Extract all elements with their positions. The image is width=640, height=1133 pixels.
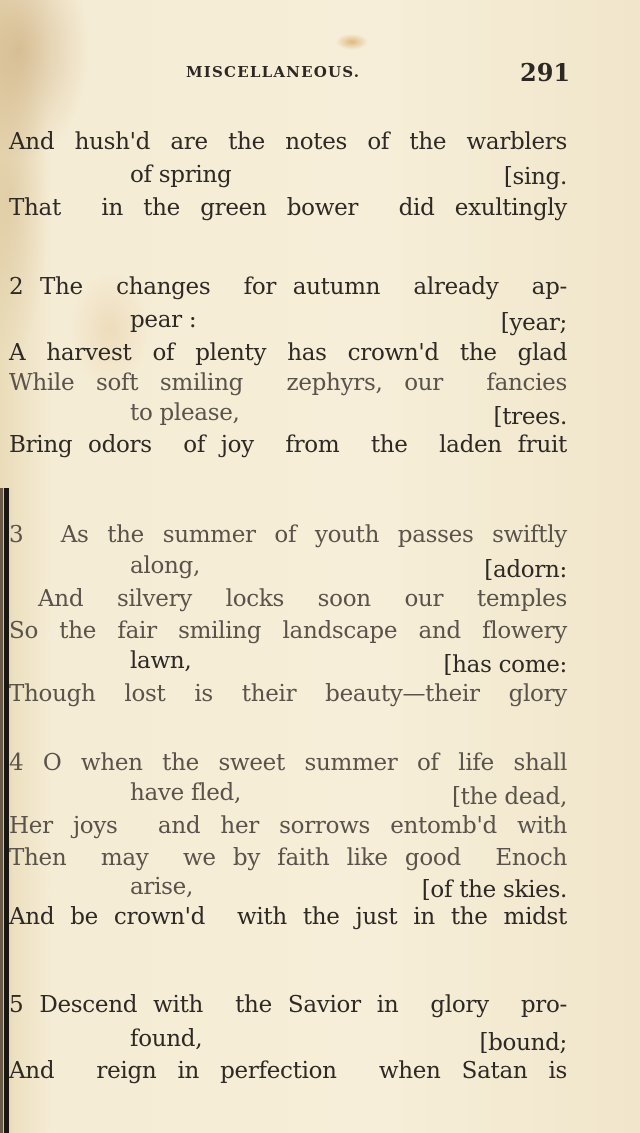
page-number: 291 xyxy=(520,58,571,87)
verse-line: Then may we by faith like good Enoch xyxy=(9,845,567,871)
verse-line-continuation: of spring xyxy=(130,162,232,188)
verse-line: And be crown'd with the just in the midst xyxy=(9,904,567,930)
verse-line-continuation: along, xyxy=(130,553,200,579)
verse-turnover: [of the skies. xyxy=(421,877,567,903)
verse-turnover: [sing. xyxy=(503,164,567,190)
verse-line: 4 O when the sweet summer of life shall xyxy=(9,750,567,776)
verse-line: Her joys and her sorrows entomb'd with xyxy=(9,813,567,839)
verse-line: 2 The changes for autumn already ap- xyxy=(9,274,567,300)
running-title: MISCELLANEOUS. xyxy=(186,63,361,81)
verse-line-continuation: to please, xyxy=(130,400,240,426)
verse-line: 5 Descend with the Savior in glory pro- xyxy=(9,992,567,1018)
verse-line: Bring odors of joy from the laden fruit xyxy=(9,432,567,458)
verse-line: And reign in perfection when Satan is xyxy=(9,1058,567,1084)
verse-line: That in the green bower did exultingly xyxy=(9,195,567,221)
verse-line: A harvest of plenty has crown'd the glad xyxy=(9,340,567,366)
verse-line: 3 As the summer of youth passes swiftly xyxy=(9,522,567,548)
verse-line: And hush'd are the notes of the warblers xyxy=(9,129,567,155)
verse-turnover: [the dead, xyxy=(451,784,567,810)
verse-line-continuation: found, xyxy=(130,1026,203,1052)
verse-line: And silvery locks soon our temples xyxy=(38,586,567,612)
verse-turnover: [year; xyxy=(500,310,567,336)
page-header xyxy=(0,60,640,90)
verse-turnover: [adorn: xyxy=(484,557,567,583)
verse-line-continuation: lawn, xyxy=(130,648,192,674)
verse-line-continuation: have fled, xyxy=(130,780,241,806)
verse-line-continuation: arise, xyxy=(130,874,193,900)
verse-line: While soft smiling zephyrs, our fancies xyxy=(9,370,567,396)
verse-line: Though lost is their beauty—their glory xyxy=(9,681,567,707)
verse-turnover: [trees. xyxy=(493,404,567,430)
verse-line-continuation: pear : xyxy=(130,307,197,333)
verse-turnover: [has come: xyxy=(443,652,567,678)
verse-turnover: [bound; xyxy=(479,1030,567,1056)
verse-line: So the fair smiling landscape and flowery xyxy=(9,618,567,644)
